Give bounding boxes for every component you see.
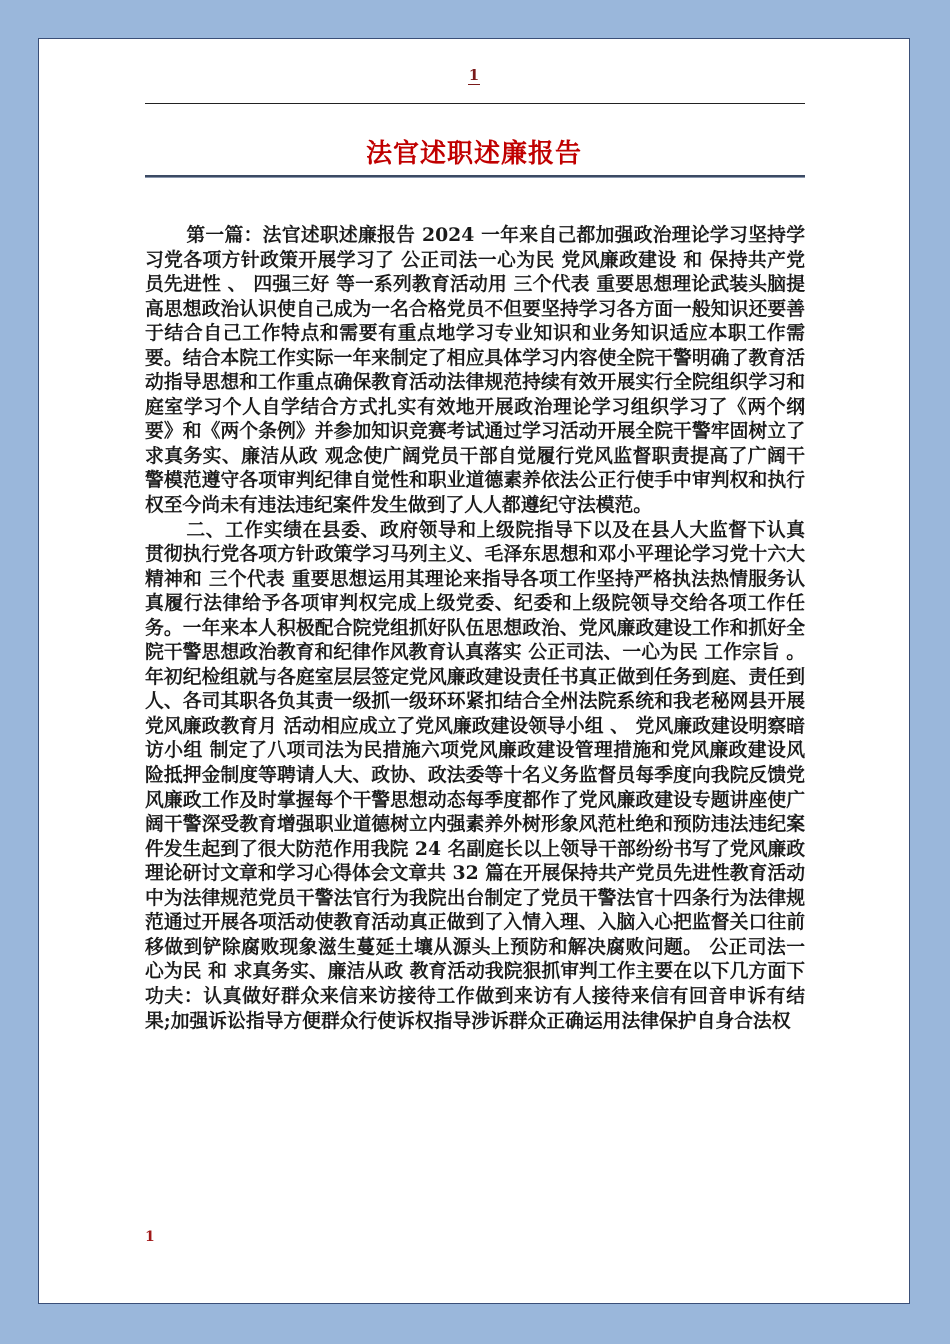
paragraph-2: 二、工作实绩在县委、政府领导和上级院指导下以及在县人大监督下认真贯彻执行党各项方针政策学习马列主义、毛泽东思想和邓小平理论学习党十六大精神和 三个代表 重要思想运用其理论来指导各项工作坚持严格执法热情服务认真履行法律给予各项审判权完成上级党委、纪委和上级院领导交给各项工作任务。一年来本人积极配合院党组抓好队伍思想政治、党风廉政建设工作和抓好全院干警思想政治教育和纪律作风教育认真落实 公正司法、一心为民 工作宗旨 。年初纪检组就与各庭室层层签定党风廉政建设责任书真正做到任务到庭、责任到人、各司其职各负其责一级抓一级环环紧扣结合全州法院系统和我老秘网县开展 党风廉政教育月 活动相应成立了党风廉政建设领导小组 、 党风廉政建设明察暗访小组 制定了八项司法为民措施六项党风廉政建设管理措施和党风廉政建设风险抵押金制度等聘请人大、政协、政法委等十名义务监督员每季度向我院反馈党风廉政工作及时掌握每个干警思想动态每季度都作了党风廉政建设专题讲座使广阔干警深受教育增强职业道德树立内强素养外树形象风范杜绝和预防违法违纪案件发生起到了很大防范作用我院 24 名副庭长以上领导干部纷纷书写了党风廉政理论研讨文章和学习心得体会文章共 32 篇在开展保持共产党员先进性教育活动中为法律规范党员干警法官行为我院出台制定了党员干警法官十四条行为法律规范通过开展各项活动使教育活动真正做到了入情入理、入脑入心把监督关口往前移做到铲除腐败现象滋生蔓延土壤从源头上预防和解决腐败问题。 公正司法一心为民 和 求真务实、廉洁从政 教育活动我院狠抓审判工作主要在以下几方面下功夫：认真做好群众来信来访接待工作做到来访有人接待来信有回音申诉有结果;加强诉讼指导方便群众行使诉权指导涉诉群众正确运用法律保护自身合法权 xyxy=(145,518,805,1032)
header-divider xyxy=(145,103,805,104)
header-page-number xyxy=(39,66,909,84)
paragraph-1: 第一篇：法官述职述廉报告 2024 一年来自己都加强政治理论学习坚持学习党各项方针政策开展学习了 公正司法一心为民 党风廉政建设 和 保持共产党员先进性 、 四强三好 等一系列教育活动用 三个代表 重要思想理论武装头脑提高思想政治认识使自己成为一名合格党员不但要坚持学习各方面一般知识还要善于结合自己工作特点和需要有重点地学习专业知识和业务知识适应本职工作需要。结合本院工作实际一年来制定了相应具体学习内容使全院干警明确了教育活动指导思想和工作重点确保教育活动法律规范持续有效开展实行全院组织学习和庭室学习个人自学结合方式扎实有效地开展政治理论学习组织学习了《两个纲要》和《两个条例》并参加知识竞赛考试通过学习活动开展全院干警牢固树立了 求真务实、廉洁从政 观念使广阔党员干部自觉履行党风监督职责提高了广阔干警模范遵守各项审判纪律自觉性和职业道德素养依法公正行使手中审判权和执行权至今尚未有违法违纪案件发生做到了人人都遵纪守法模范。 xyxy=(145,224,805,517)
footer-page-number: 1 xyxy=(145,1229,155,1245)
document-body xyxy=(145,223,805,1033)
document-title: 法官述职述廉报告 xyxy=(365,139,582,169)
header-page-number-text: 1 xyxy=(468,66,480,84)
title-divider xyxy=(145,175,805,177)
document-page xyxy=(38,38,910,1304)
